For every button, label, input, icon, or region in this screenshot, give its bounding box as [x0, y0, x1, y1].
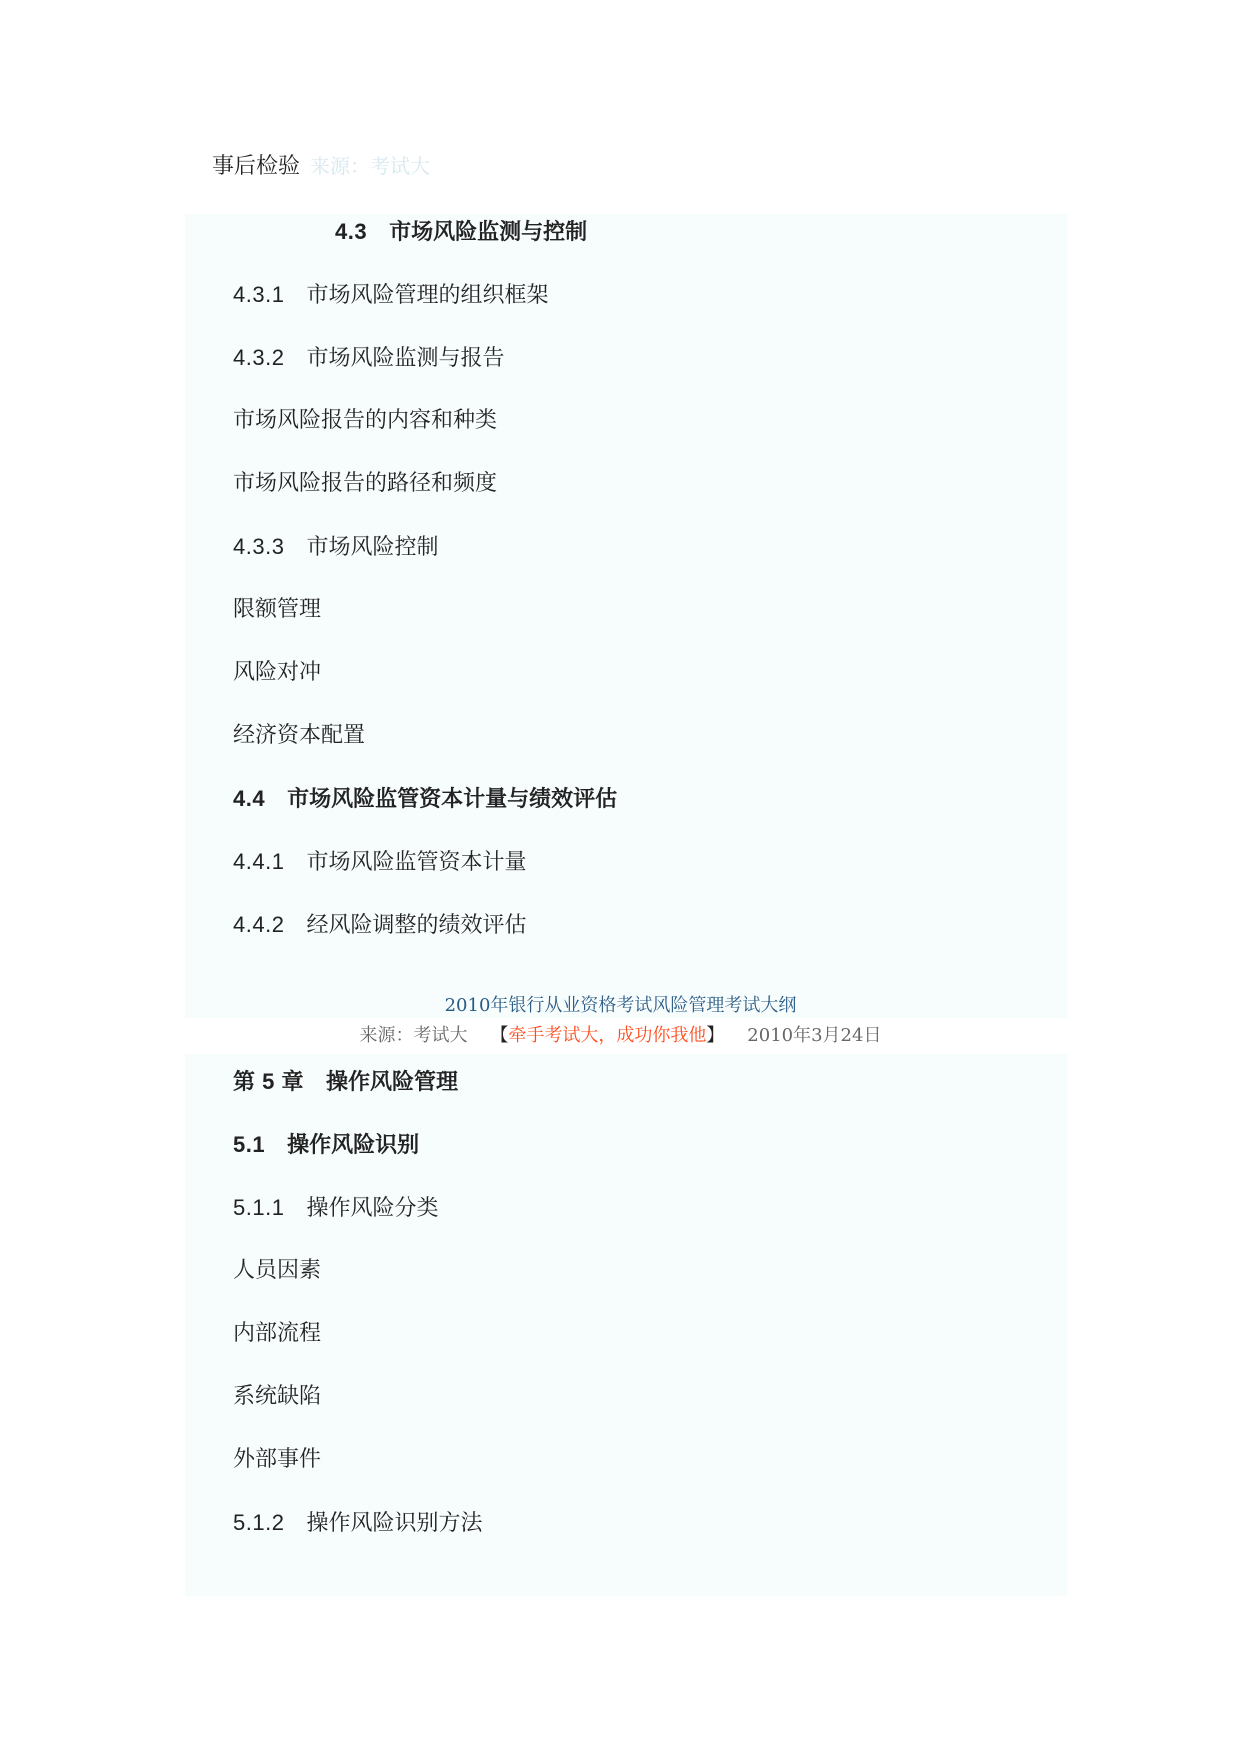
- item-text: 市场风险控制: [306, 535, 439, 560]
- item-text: 风险对冲: [233, 660, 322, 685]
- section-title: 市场风险监管资本计量与绩效评估: [287, 786, 618, 812]
- item-text: 内部流程: [233, 1321, 322, 1346]
- outline-item: [233, 405, 497, 437]
- promo-slogan-link[interactable]: 牵手考试大，成功你我他: [508, 1025, 707, 1046]
- item-text: 市场风险报告的路径和频度: [233, 471, 498, 496]
- item-number: 5.1.1: [233, 1195, 285, 1220]
- item-text: 外部事件: [233, 1447, 322, 1472]
- section-heading-4-3: [335, 216, 587, 248]
- article-source-line: [0, 1023, 1241, 1049]
- section-heading-5-1: [233, 1129, 419, 1161]
- item-text: 经济资本配置: [233, 723, 366, 748]
- outline-item: [233, 1318, 321, 1350]
- item-text: 市场风险报告的内容和种类: [233, 408, 498, 433]
- chapter-number: 第 5 章: [233, 1069, 304, 1094]
- bracket-close: 】: [706, 1025, 725, 1046]
- top-line: [212, 150, 430, 183]
- outline-item: [233, 594, 321, 626]
- item-number: 4.4.1: [233, 849, 285, 874]
- section-number: 5.1: [233, 1132, 266, 1157]
- publish-date: 2010年3月24日: [747, 1025, 882, 1046]
- item-text: 经风险调整的绩效评估: [306, 913, 527, 938]
- outline-item: [233, 279, 548, 312]
- section-title: 操作风险识别: [287, 1132, 420, 1158]
- outline-item: [233, 1507, 482, 1540]
- item-text: 市场风险管理的组织框架: [306, 283, 549, 308]
- outline-panel-market-risk: [185, 214, 1067, 1018]
- faint-watermark-text: 来源：考试大: [310, 154, 431, 178]
- top-line-text: 事后检验: [212, 154, 301, 179]
- outline-item: [233, 1255, 321, 1287]
- outline-item: [233, 909, 526, 942]
- item-number: 4.4.2: [233, 912, 285, 937]
- item-number: 4.3.3: [233, 534, 285, 559]
- section-title: 市场风险监测与控制: [389, 219, 588, 245]
- outline-item: [233, 720, 365, 752]
- outline-item: [233, 1192, 438, 1225]
- item-text: 市场风险监测与报告: [306, 346, 505, 371]
- outline-item: [233, 342, 504, 375]
- section-heading-4-4: [233, 783, 617, 815]
- outline-item: [233, 846, 526, 879]
- item-number: 4.3.2: [233, 345, 285, 370]
- item-text: 市场风险监管资本计量: [306, 850, 527, 875]
- chapter-title: 操作风险管理: [325, 1069, 458, 1095]
- item-number: 5.1.2: [233, 1510, 285, 1535]
- source-label: 来源：考试大: [359, 1025, 468, 1046]
- outline-panel-operational-risk: [185, 1054, 1067, 1596]
- chapter-heading-5: [233, 1066, 458, 1098]
- outline-item: [233, 1444, 321, 1476]
- outline-item: [233, 1381, 321, 1413]
- item-text: 操作风险识别方法: [306, 1511, 483, 1536]
- outline-item: [233, 468, 497, 500]
- item-text: 系统缺陷: [233, 1384, 322, 1409]
- item-text: 操作风险分类: [306, 1196, 439, 1221]
- section-number: 4.3: [335, 219, 368, 244]
- outline-item: [233, 531, 438, 564]
- item-text: 人员因素: [233, 1258, 322, 1283]
- bracket-open: 【: [490, 1025, 509, 1046]
- outline-item: [233, 657, 321, 689]
- item-number: 4.3.1: [233, 282, 285, 307]
- article-title: 2010年银行从业资格考试风险管理考试大纲: [444, 995, 797, 1016]
- item-text: 限额管理: [233, 597, 322, 622]
- section-number: 4.4: [233, 786, 266, 811]
